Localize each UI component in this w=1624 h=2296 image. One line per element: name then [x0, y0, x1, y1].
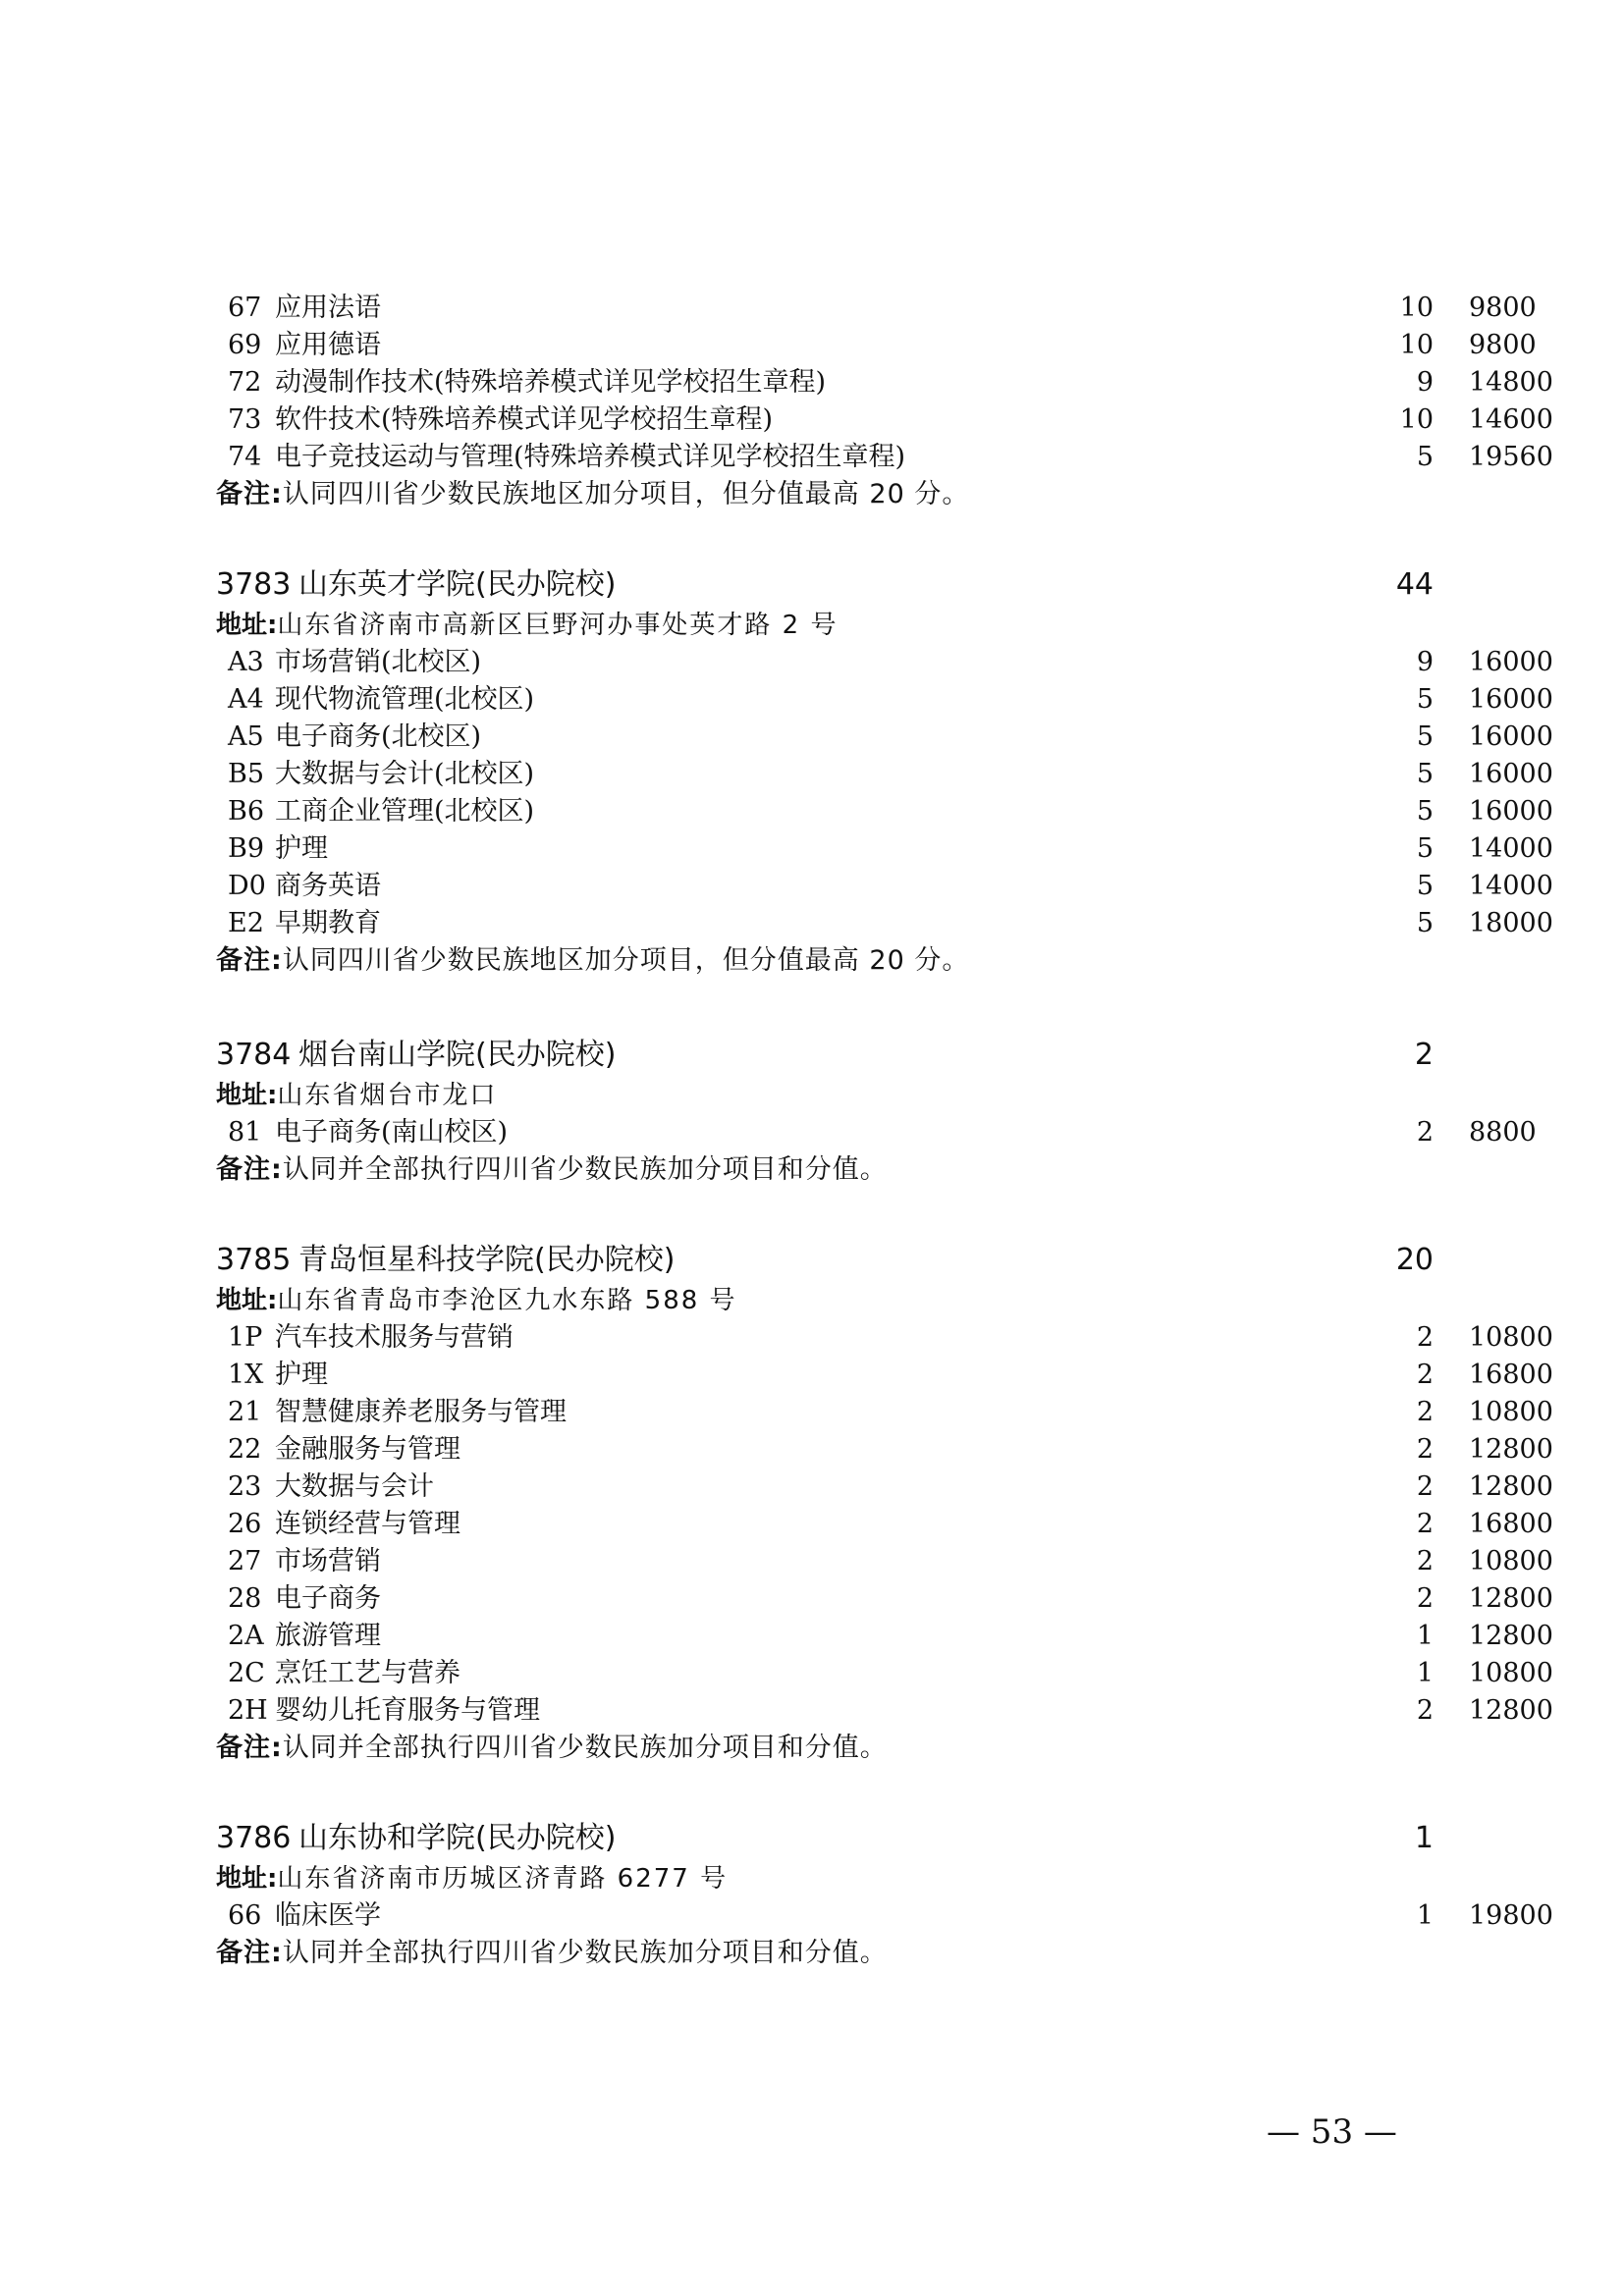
- major-code: A5: [228, 721, 264, 752]
- major-code: 74: [228, 442, 262, 472]
- plan-count: 1: [1416, 1900, 1434, 1931]
- school-note: [216, 1935, 888, 1972]
- table-row: [216, 1543, 1553, 1580]
- table-row: [216, 327, 1537, 364]
- school-total: 44: [1395, 567, 1434, 602]
- note-text: 认同并全部执行四川省少数民族加分项目和分值。: [282, 1733, 888, 1763]
- major-code: 66: [228, 1900, 262, 1931]
- major-code: B6: [228, 796, 265, 827]
- table-row: [216, 719, 1553, 756]
- major-name: 智慧健康养老服务与管理: [275, 1397, 567, 1427]
- plan-count: 1: [1416, 1658, 1434, 1688]
- plan-count: 5: [1416, 721, 1434, 752]
- school-header: [216, 1036, 1434, 1075]
- major-code: 23: [228, 1471, 262, 1502]
- plan-count: 2: [1416, 1583, 1434, 1614]
- plan-count: 1: [1416, 1621, 1434, 1651]
- school-code: 3786: [216, 1821, 292, 1855]
- plan-count: 2: [1416, 1322, 1434, 1353]
- school-total: 2: [1414, 1038, 1434, 1072]
- major-name: 护理: [275, 1360, 328, 1390]
- plan-count: 9: [1416, 647, 1434, 677]
- major-name: 早期教育: [275, 908, 381, 938]
- tuition-fee: 12800: [1469, 1434, 1553, 1465]
- tuition-fee: 10800: [1469, 1658, 1553, 1688]
- table-row: [216, 1692, 1553, 1730]
- school-code: 3784: [216, 1038, 292, 1072]
- major-name: 动漫制作技术(特殊培养模式详见学校招生章程): [275, 367, 827, 398]
- school-header: [216, 565, 1434, 605]
- tuition-fee: 16800: [1469, 1360, 1553, 1390]
- plan-count: 2: [1416, 1434, 1434, 1465]
- school-total: 20: [1395, 1243, 1434, 1277]
- major-code: 72: [228, 367, 262, 398]
- table-row: [216, 830, 1553, 868]
- plan-count: 2: [1416, 1117, 1434, 1148]
- school-note: [216, 1730, 888, 1767]
- major-code: 21: [228, 1397, 262, 1427]
- table-row: [216, 756, 1553, 793]
- school-name: 山东协和学院(民办院校): [298, 1821, 617, 1855]
- major-code: B9: [228, 833, 265, 864]
- major-name: 大数据与会计: [275, 1471, 434, 1502]
- school-note: [216, 476, 969, 513]
- table-row: [216, 1618, 1553, 1655]
- major-code: 26: [228, 1509, 262, 1539]
- plan-count: 5: [1416, 759, 1434, 789]
- address-label: 地址:: [216, 611, 278, 640]
- major-name: 现代物流管理(北校区): [275, 684, 535, 715]
- plan-count: 2: [1416, 1546, 1434, 1576]
- plan-count: 2: [1416, 1509, 1434, 1539]
- plan-count: 2: [1416, 1397, 1434, 1427]
- school-note: [216, 1151, 888, 1189]
- tuition-fee: 12800: [1469, 1583, 1553, 1614]
- tuition-fee: 10800: [1469, 1546, 1553, 1576]
- school-name: 烟台南山学院(民办院校): [298, 1038, 617, 1072]
- tuition-fee: 10800: [1469, 1397, 1553, 1427]
- note-label: 备注:: [216, 945, 283, 976]
- tuition-fee: 9800: [1469, 330, 1537, 360]
- tuition-fee: 16000: [1469, 684, 1553, 715]
- table-row: [216, 1506, 1553, 1543]
- address-text: 山东省济南市高新区巨野河办事处英才路 2 号: [277, 611, 839, 640]
- note-label: 备注:: [216, 1938, 283, 1968]
- address-text: 山东省青岛市李沧区九水东路 588 号: [277, 1286, 737, 1315]
- tuition-fee: 12800: [1469, 1471, 1553, 1502]
- note-label: 备注:: [216, 479, 283, 509]
- tuition-fee: 19560: [1469, 442, 1553, 472]
- table-row: [216, 1319, 1553, 1357]
- major-name: 市场营销: [275, 1546, 381, 1576]
- plan-count: 2: [1416, 1471, 1434, 1502]
- table-row: [216, 1394, 1553, 1431]
- tuition-fee: 16800: [1469, 1509, 1553, 1539]
- tuition-fee: 12800: [1469, 1695, 1553, 1726]
- plan-count: 5: [1416, 684, 1434, 715]
- address-label: 地址:: [216, 1864, 278, 1894]
- major-name: 应用法语: [275, 293, 381, 323]
- tuition-fee: 16000: [1469, 759, 1553, 789]
- school-note: [216, 942, 969, 980]
- table-row: [216, 793, 1553, 830]
- tuition-fee: 14000: [1469, 871, 1553, 901]
- major-name: 烹饪工艺与营养: [275, 1658, 460, 1688]
- plan-count: 5: [1416, 796, 1434, 827]
- major-code: 2A: [228, 1621, 264, 1651]
- tuition-fee: 14600: [1469, 404, 1553, 435]
- tuition-fee: 19800: [1469, 1900, 1553, 1931]
- major-name: 应用德语: [275, 330, 381, 360]
- table-row: [216, 290, 1537, 327]
- table-row: [216, 1468, 1553, 1506]
- address-label: 地址:: [216, 1081, 278, 1110]
- school-total: 1: [1414, 1821, 1434, 1855]
- tuition-fee: 10800: [1469, 1322, 1553, 1353]
- major-code: 1P: [228, 1322, 263, 1353]
- plan-count: 9: [1416, 367, 1434, 398]
- major-name: 连锁经营与管理: [275, 1509, 460, 1539]
- school-code: 3785: [216, 1243, 292, 1277]
- major-code: A4: [228, 684, 264, 715]
- address-label: 地址:: [216, 1286, 278, 1315]
- major-name: 工商企业管理(北校区): [275, 796, 535, 827]
- plan-count: 5: [1416, 871, 1434, 901]
- page-number: — 53 —: [1267, 2112, 1397, 2152]
- major-code: 73: [228, 404, 262, 435]
- major-name: 金融服务与管理: [275, 1434, 460, 1465]
- plan-count: 5: [1416, 833, 1434, 864]
- table-row: [216, 1431, 1553, 1468]
- note-text: 认同四川省少数民族地区加分项目，但分值最高 20 分。: [282, 945, 970, 976]
- major-code: D0: [228, 871, 266, 901]
- tuition-fee: 14000: [1469, 833, 1553, 864]
- major-code: 27: [228, 1546, 262, 1576]
- major-name: 护理: [275, 833, 328, 864]
- tuition-fee: 16000: [1469, 796, 1553, 827]
- table-row: [216, 1655, 1553, 1692]
- major-code: 2C: [228, 1658, 265, 1688]
- major-code: 1X: [228, 1360, 264, 1390]
- table-row: [216, 439, 1553, 476]
- major-name: 临床医学: [275, 1900, 381, 1931]
- table-row: [216, 868, 1553, 905]
- major-name: 婴幼儿托育服务与管理: [275, 1695, 540, 1726]
- major-code: 81: [228, 1117, 262, 1148]
- tuition-fee: 14800: [1469, 367, 1553, 398]
- address-text: 山东省济南市历城区济青路 6277 号: [277, 1864, 729, 1894]
- table-row: [216, 1114, 1537, 1151]
- major-code: 69: [228, 330, 262, 360]
- plan-count: 10: [1399, 330, 1434, 360]
- major-code: 67: [228, 293, 262, 323]
- major-name: 市场营销(北校区): [275, 647, 482, 677]
- major-code: A3: [228, 647, 264, 677]
- table-row: [216, 1357, 1553, 1394]
- major-name: 旅游管理: [275, 1621, 381, 1651]
- tuition-fee: 18000: [1469, 908, 1553, 938]
- tuition-fee: 16000: [1469, 721, 1553, 752]
- table-row: [216, 401, 1553, 439]
- plan-count: 10: [1399, 293, 1434, 323]
- school-address: [216, 1282, 737, 1319]
- major-code: 28: [228, 1583, 262, 1614]
- major-name: 电子商务(南山校区): [275, 1117, 509, 1148]
- note-text: 认同四川省少数民族地区加分项目，但分值最高 20 分。: [282, 479, 970, 509]
- major-name: 商务英语: [275, 871, 381, 901]
- major-code: B5: [228, 759, 265, 789]
- school-name: 青岛恒星科技学院(民办院校): [298, 1243, 676, 1277]
- table-row: [216, 1580, 1553, 1618]
- plan-count: 5: [1416, 442, 1434, 472]
- major-code: 2H: [228, 1695, 268, 1726]
- major-name: 大数据与会计(北校区): [275, 759, 535, 789]
- major-name: 电子商务: [275, 1583, 381, 1614]
- school-code: 3783: [216, 567, 292, 602]
- school-address: [216, 1860, 728, 1897]
- major-name: 电子商务(北校区): [275, 721, 482, 752]
- table-row: [216, 1897, 1553, 1935]
- tuition-fee: 16000: [1469, 647, 1553, 677]
- major-name: 汽车技术服务与营销: [275, 1322, 514, 1353]
- major-name: 软件技术(特殊培养模式详见学校招生章程): [275, 404, 774, 435]
- tuition-fee: 8800: [1469, 1117, 1537, 1148]
- note-label: 备注:: [216, 1154, 283, 1185]
- table-row: [216, 364, 1553, 401]
- school-address: [216, 1077, 497, 1114]
- school-header: [216, 1819, 1434, 1858]
- note-text: 认同并全部执行四川省少数民族加分项目和分值。: [282, 1938, 888, 1968]
- major-name: 电子竞技运动与管理(特殊培养模式详见学校招生章程): [275, 442, 906, 472]
- table-row: [216, 905, 1553, 942]
- major-code: E2: [228, 908, 264, 938]
- school-name: 山东英才学院(民办院校): [298, 567, 617, 602]
- plan-count: 2: [1416, 1360, 1434, 1390]
- tuition-fee: 9800: [1469, 293, 1537, 323]
- address-text: 山东省烟台市龙口: [277, 1081, 498, 1110]
- note-label: 备注:: [216, 1733, 283, 1763]
- tuition-fee: 12800: [1469, 1621, 1553, 1651]
- major-code: 22: [228, 1434, 262, 1465]
- table-row: [216, 681, 1553, 719]
- note-text: 认同并全部执行四川省少数民族加分项目和分值。: [282, 1154, 888, 1185]
- school-address: [216, 607, 838, 644]
- plan-count: 5: [1416, 908, 1434, 938]
- plan-count: 2: [1416, 1695, 1434, 1726]
- table-row: [216, 644, 1553, 681]
- plan-count: 10: [1399, 404, 1434, 435]
- school-header: [216, 1241, 1434, 1280]
